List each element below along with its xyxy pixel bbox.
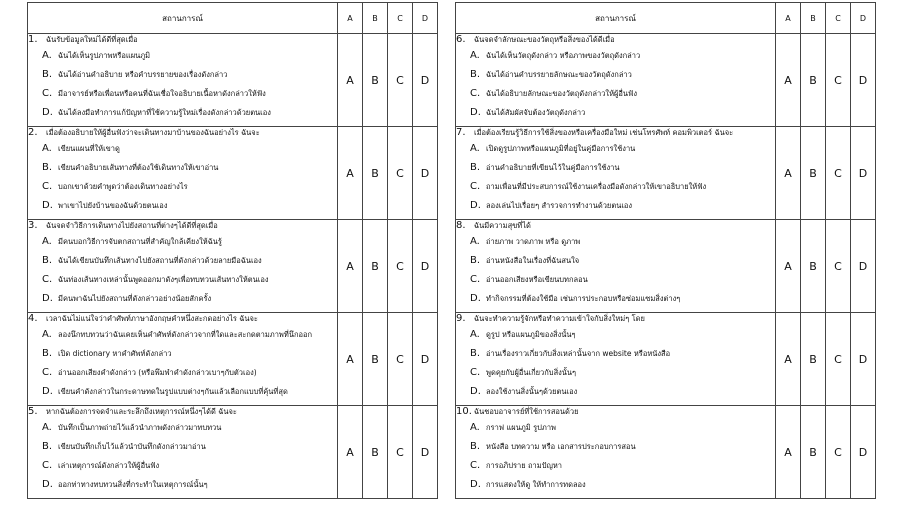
choice-item (456, 46, 775, 65)
choice-text: เขียนบันทึกเก็บไว้แล้วนำบันทึกดังกล่าวมาอ่าน (58, 442, 206, 451)
question-number: 8. (456, 220, 466, 231)
choice-item (456, 84, 775, 103)
question-text: เมื่อต้องเรียนรู้วิธีการใช้สิ่งของหรือเครื่องมือใหม่ เช่นโทรศัพท์ คอมพิวเตอร์ ฉันจะ (474, 128, 734, 137)
answer-option-b[interactable]: B (801, 127, 826, 220)
choice-text: บันทึกเป็นภาพถ่ายไว้แล้วนำภาพดังกล่าวมาทบทวน (58, 423, 222, 432)
header-option-c: C (388, 3, 413, 34)
choice-item (28, 158, 337, 177)
choice-letter: A. (42, 422, 52, 433)
question-row (456, 406, 876, 499)
header-option-b: B (363, 3, 388, 34)
header-situation: สถานการณ์ (28, 3, 338, 34)
choice-text: ลองใช้งานสิ่งนั้นๆด้วยตนเอง (486, 387, 578, 396)
choice-text: ฉันได้เห็นวัตถุดังกล่าว หรือภาพของวัตถุดังกล่าว (486, 51, 641, 60)
choice-item (456, 158, 775, 177)
choice-item (28, 196, 337, 215)
choice-letter: A. (470, 329, 480, 340)
choice-letter: B. (42, 348, 53, 359)
header-option-a: A (338, 3, 363, 34)
choice-item (456, 382, 775, 401)
answer-option-b[interactable]: B (363, 220, 388, 313)
choice-text: การอภิปราย ถามปัญหา (486, 461, 563, 470)
question-cell (28, 313, 338, 406)
choice-text: ถ่ายภาพ วาดภาพ หรือ ดูภาพ (486, 237, 581, 246)
answer-option-b[interactable]: B (363, 34, 388, 127)
choice-item (28, 289, 337, 308)
question-text: ฉันชอบอาจารย์ที่ใช้การสอนด้วย (474, 407, 579, 416)
choice-text: การแสดงให้ดู ให้ทำการทดลอง (486, 480, 586, 489)
choice-letter: D. (42, 386, 53, 397)
header-option-d: D (413, 3, 438, 34)
question-number: 7. (456, 127, 466, 138)
choice-item (456, 437, 775, 456)
choice-letter: C. (42, 181, 53, 192)
answer-option-a[interactable]: A (338, 313, 363, 406)
question-text: ฉันมีความสุขที่ได้ (474, 221, 531, 230)
question-cell (456, 127, 776, 220)
choice-letter: B. (470, 162, 481, 173)
choice-item (28, 344, 337, 363)
answer-option-b[interactable]: B (801, 313, 826, 406)
answer-option-d[interactable]: D (851, 406, 876, 499)
question-number: 2. (28, 127, 38, 138)
choice-text: ฉันท่องเส้นทางเหล่านั้นพูดออกมาดังๆเพื่อทบทวนเส้นทางให้ตนเอง (58, 275, 269, 284)
header-option-a: A (776, 3, 801, 34)
question-cell (28, 34, 338, 127)
choice-item (28, 475, 337, 494)
choice-letter: C. (42, 460, 53, 471)
choice-text: อ่านคำอธิบายที่เขียนไว้ในคู่มือการใช้งาน (486, 163, 620, 172)
answer-option-a[interactable]: A (338, 406, 363, 499)
choice-text: เปิด dictionary หาคำศัพท์ดังกล่าว (58, 349, 172, 358)
choice-text: ฉันได้ลงมือทำการแก้ปัญหาที่ใช้ความรู้ใหม่เรื่องดังกล่าวด้วยตนเอง (58, 108, 271, 117)
answer-option-a[interactable]: A (338, 220, 363, 313)
choice-letter: D. (470, 293, 481, 304)
question-row (28, 34, 438, 127)
question-title (28, 34, 337, 46)
choice-letter: D. (470, 107, 481, 118)
choice-item (28, 325, 337, 344)
choice-letter: B. (470, 69, 481, 80)
answer-option-b[interactable]: B (801, 34, 826, 127)
answer-option-c[interactable]: C (826, 34, 851, 127)
choice-letter: D. (470, 386, 481, 397)
answer-option-d[interactable]: D (413, 34, 438, 127)
answer-option-c[interactable]: C (388, 406, 413, 499)
choice-item (28, 139, 337, 158)
choice-letter: D. (470, 200, 481, 211)
choice-letter: B. (470, 441, 481, 452)
question-number: 3. (28, 220, 38, 231)
choice-text: ฉันได้อธิบายลักษณะของวัตถุดังกล่าวให้ผู้อื่นฟัง (486, 89, 638, 98)
choice-text: ฉันได้เห็นรูปภาพหรือแผนภูมิ (58, 51, 151, 60)
choice-item (456, 475, 775, 494)
questions-left (28, 34, 438, 499)
answer-option-b[interactable]: B (363, 406, 388, 499)
choice-item (28, 177, 337, 196)
question-cell (456, 220, 776, 313)
question-row (456, 34, 876, 127)
question-row (28, 127, 438, 220)
choice-item (456, 270, 775, 289)
choice-letter: B. (470, 348, 481, 359)
choice-item (28, 84, 337, 103)
choice-text: กราฟ แผนภูมิ รูปภาพ (486, 423, 556, 432)
question-text: หากฉันต้องการจดจำและระลึกถึงเหตุการณ์หนึ่งๆได้ดี ฉันจะ (46, 407, 237, 416)
answer-option-a[interactable]: A (776, 406, 801, 499)
choice-item (456, 139, 775, 158)
choice-text: ฉันได้เขียนบันทึกเส้นทางไปยังสถานที่ดังกล่าวด้วยลายมือฉันเอง (58, 256, 262, 265)
answer-option-c[interactable]: C (826, 127, 851, 220)
question-title (28, 220, 337, 232)
choice-letter: A. (42, 143, 52, 154)
questionnaire-table-right (455, 2, 876, 499)
choice-letter: D. (470, 479, 481, 490)
choice-text: พูดคุยกับผู้อื่นเกี่ยวกับสิ่งนั้นๆ (486, 368, 577, 377)
choice-letter: A. (42, 329, 52, 340)
question-text: ฉันจดจำวิธีการเดินทางไปยังสถานที่ต่างๆได้ดีที่สุดเมื่อ (46, 221, 218, 230)
choice-text: อ่านออกเสียงคำดังกล่าว (หรือพึมพำคำดังกล่าวเบาๆกับตัวเอง) (58, 368, 257, 377)
header-option-b: B (801, 3, 826, 34)
answer-option-b[interactable]: B (363, 127, 388, 220)
choice-item (456, 325, 775, 344)
choice-letter: A. (470, 50, 480, 61)
choice-item (456, 196, 775, 215)
choice-item (28, 103, 337, 122)
answer-option-a[interactable]: A (776, 220, 801, 313)
choice-item (456, 103, 775, 122)
answer-option-a[interactable]: A (776, 127, 801, 220)
choice-text: ลองเล่นไปเรื่อยๆ สำรวจการทำงานด้วยตนเอง (486, 201, 633, 210)
choice-text: อ่านออกเสียงหรือเขียนบทกลอน (486, 275, 588, 284)
choice-text: มีอาจารย์หรือเพื่อนหรือคนที่ฉันเชื่อใจอธิบายเนื้อหาดังกล่าวให้ฟัง (58, 89, 266, 98)
question-title (456, 127, 775, 139)
choice-item (28, 437, 337, 456)
choice-item (456, 251, 775, 270)
header-situation: สถานการณ์ (456, 3, 776, 34)
question-row (456, 220, 876, 313)
choice-item (28, 456, 337, 475)
question-title (456, 313, 775, 325)
choice-item (456, 363, 775, 382)
choice-text: เขียนคำอธิบายเส้นทางที่ต้องใช้เดินทางให้เขาอ่าน (58, 163, 219, 172)
question-cell (456, 34, 776, 127)
answer-option-b[interactable]: B (363, 313, 388, 406)
choice-item (28, 363, 337, 382)
choice-letter: C. (42, 274, 53, 285)
choice-letter: C. (470, 367, 481, 378)
header-row (28, 3, 438, 34)
choice-text: ฉันได้อ่านคำอธิบาย หรือคำบรรยายของเรื่องดังกล่าว (58, 70, 228, 79)
question-cell (456, 406, 776, 499)
questions-right (456, 34, 876, 499)
question-row (28, 406, 438, 499)
answer-option-d[interactable]: D (413, 406, 438, 499)
choice-text: อ่านหนังสือในเรื่องที่ฉันสนใจ (486, 256, 580, 265)
answer-option-c[interactable]: C (388, 34, 413, 127)
question-cell (28, 406, 338, 499)
answer-option-d[interactable]: D (413, 127, 438, 220)
header-option-c: C (826, 3, 851, 34)
question-number: 6. (456, 34, 466, 45)
question-text: ฉันจดจำลักษณะของวัตถุหรือสิ่งของได้ดีเมื่อ (474, 35, 615, 44)
choice-item (28, 251, 337, 270)
choice-item (456, 289, 775, 308)
question-title (456, 34, 775, 46)
choice-letter: B. (42, 441, 53, 452)
choice-text: หนังสือ บทความ หรือ เอกสารประกอบการสอน (486, 442, 636, 451)
question-number: 1. (28, 34, 38, 45)
choice-item (28, 382, 337, 401)
choice-letter: A. (470, 422, 480, 433)
choice-letter: D. (42, 479, 53, 490)
choice-text: พาเขาไปยังบ้านของฉันด้วยตนเอง (58, 201, 168, 210)
question-row (28, 220, 438, 313)
choice-letter: B. (42, 69, 53, 80)
choice-text: บอกเขาด้วยคำพูดว่าต้องเดินทางอย่างไร (58, 182, 188, 191)
choice-item (28, 270, 337, 289)
choice-text: ถามเพื่อนที่มีประสบการณ์ใช้งานเครื่องมือดังกล่าวให้เขาอธิบายให้ฟัง (486, 182, 707, 191)
choice-letter: B. (470, 255, 481, 266)
question-text: ฉันรับข้อมูลใหม่ได้ดีที่สุดเมื่อ (46, 35, 138, 44)
choice-letter: D. (42, 200, 53, 211)
choice-letter: C. (42, 367, 53, 378)
question-number: 4. (28, 313, 38, 324)
answer-option-d[interactable]: D (851, 313, 876, 406)
answer-option-d[interactable]: D (851, 34, 876, 127)
questionnaire-table-left (27, 2, 438, 499)
choice-item (456, 344, 775, 363)
choice-letter: B. (42, 162, 53, 173)
answer-option-d[interactable]: D (851, 127, 876, 220)
choice-letter: C. (470, 181, 481, 192)
question-title (28, 406, 337, 418)
question-cell (28, 220, 338, 313)
choice-letter: C. (470, 274, 481, 285)
question-number: 10. (456, 406, 472, 417)
choice-text: เขียนแผนที่ให้เขาดู (58, 144, 120, 153)
header-row (456, 3, 876, 34)
choice-letter: D. (42, 293, 53, 304)
choice-letter: A. (42, 236, 52, 247)
choice-item (456, 418, 775, 437)
header-option-d: D (851, 3, 876, 34)
choice-text: เขียนคำดังกล่าวในกระดาษทดในรูปแบบต่างๆกันแล้วเลือกแบบที่คุ้นที่สุด (58, 387, 288, 396)
choice-item (28, 46, 337, 65)
choice-item (456, 177, 775, 196)
choice-text: เล่าเหตุการณ์ดังกล่าวให้ผู้อื่นฟัง (58, 461, 160, 470)
question-title (28, 313, 337, 325)
answer-option-c[interactable]: C (826, 220, 851, 313)
choice-text: ออกท่าทางทบทวนสิ่งที่กระทำในเหตุการณ์นั้นๆ (58, 480, 208, 489)
choice-letter: A. (470, 143, 480, 154)
choice-letter: A. (470, 236, 480, 247)
answer-option-a[interactable]: A (776, 313, 801, 406)
question-title (456, 220, 775, 232)
choice-text: มีคนบอกวิธีการจับตกสถานที่สำคัญใกล้เคียงให้ฉันรู้ (58, 237, 222, 246)
choice-text: ฉันได้อ่านคำบรรยายลักษณะของวัตถุดังกล่าว (486, 70, 632, 79)
choice-letter: A. (42, 50, 52, 61)
answer-option-c[interactable]: C (826, 406, 851, 499)
question-row (456, 127, 876, 220)
question-text: เมื่อต้องอธิบายให้ผู้อื่นฟังว่าจะเดินทางมาบ้านของฉันอย่างไร ฉันจะ (46, 128, 260, 137)
question-title (456, 406, 775, 418)
choice-text: ลองนึกทบทวนว่าฉันเคยเห็นคำศัพท์ดังกล่าวจากที่ใดและสะกดตามภาพที่นึกออก (58, 330, 313, 339)
answer-option-c[interactable]: C (826, 313, 851, 406)
question-row (28, 313, 438, 406)
choice-letter: C. (470, 88, 481, 99)
choice-item (456, 65, 775, 84)
choice-item (456, 456, 775, 475)
choice-item (28, 65, 337, 84)
choice-item (456, 232, 775, 251)
answer-option-c[interactable]: C (388, 313, 413, 406)
question-text: เวลาฉันไม่แน่ใจว่าคำศัพท์ภาษาอังกฤษคำหนึ่งสะกดอย่างไร ฉันจะ (46, 314, 258, 323)
answer-option-a[interactable]: A (776, 34, 801, 127)
choice-letter: C. (470, 460, 481, 471)
question-cell (28, 127, 338, 220)
choice-letter: B. (42, 255, 53, 266)
answer-option-a[interactable]: A (338, 34, 363, 127)
answer-option-a[interactable]: A (338, 127, 363, 220)
answer-option-d[interactable]: D (851, 220, 876, 313)
choice-letter: C. (42, 88, 53, 99)
question-text: ฉันจะทำความรู้จักหรือทำความเข้าใจกับสิ่งใหม่ๆ โดย (474, 314, 645, 323)
question-number: 9. (456, 313, 466, 324)
answer-option-c[interactable]: C (388, 220, 413, 313)
question-number: 5. (28, 406, 38, 417)
choice-item (28, 232, 337, 251)
answer-option-d[interactable]: D (413, 313, 438, 406)
choice-text: มีคนพาฉันไปยังสถานที่ดังกล่าวอย่างน้อยสักครั้ง (58, 294, 212, 303)
question-title (28, 127, 337, 139)
choice-text: อ่านเรื่องราวเกี่ยวกับสิ่งเหล่านั้นจาก website หรือหนังสือ (486, 349, 671, 358)
choice-text: เปิดดูรูปภาพหรือแผนภูมิที่อยู่ในคู่มือการใช้งาน (486, 144, 636, 153)
answer-option-d[interactable]: D (413, 220, 438, 313)
answer-option-b[interactable]: B (801, 406, 826, 499)
choice-text: ดูรูป หรือแผนภูมิของสิ่งนั้นๆ (486, 330, 576, 339)
question-cell (456, 313, 776, 406)
question-row (456, 313, 876, 406)
choice-text: ทำกิจกรรมที่ต้องใช้มือ เช่นการประกอบหรือซ่อมแซมสิ่งต่างๆ (486, 294, 681, 303)
answer-option-b[interactable]: B (801, 220, 826, 313)
choice-item (28, 418, 337, 437)
choice-letter: D. (42, 107, 53, 118)
choice-text: ฉันได้สัมผัสจับต้องวัตถุดังกล่าว (486, 108, 586, 117)
answer-option-c[interactable]: C (388, 127, 413, 220)
